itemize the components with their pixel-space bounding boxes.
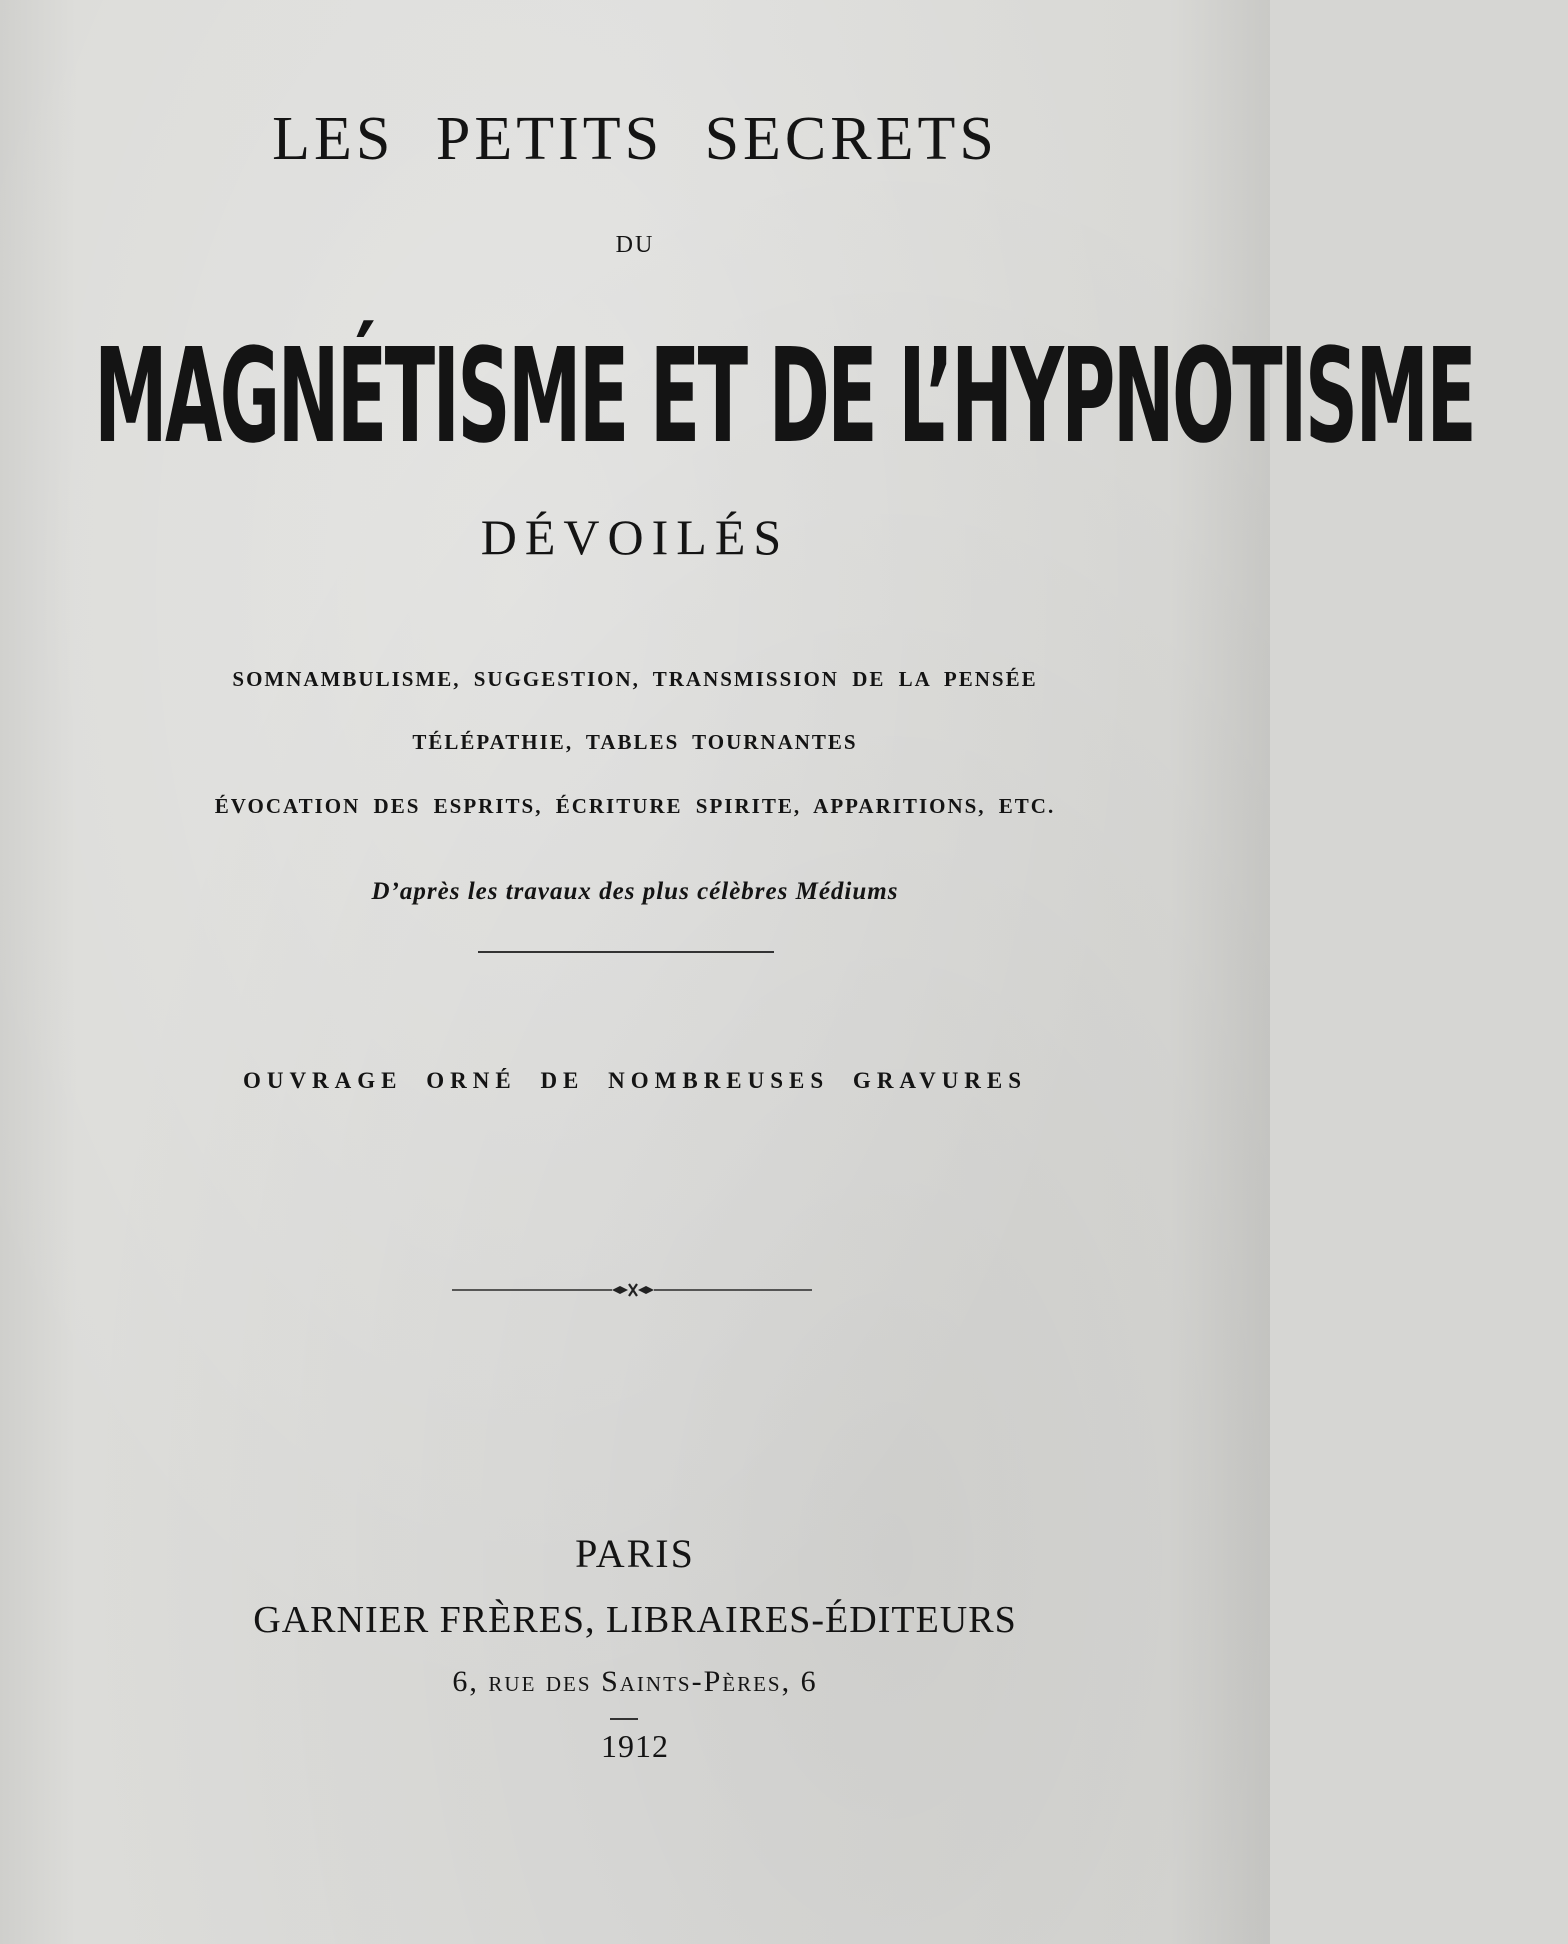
imprint-city: PARIS xyxy=(575,1531,695,1576)
imprint-year: 1912 xyxy=(601,1728,669,1764)
subject-line-1: SOMNAMBULISME, SUGGESTION, TRANSMISSION DE LA PENSÉE xyxy=(232,667,1038,691)
imprint-address: 6, rue des Saints-Pères, 6 xyxy=(452,1665,818,1698)
ornament-diamond-right xyxy=(638,1286,654,1294)
book-title-du: DU xyxy=(615,232,655,258)
book-title-top: LES PETITS SECRETS xyxy=(272,105,998,173)
book-title-main-text: MAGNÉTISME ET DE L’HYPNOTISME xyxy=(94,320,1475,472)
ornament-diamond-left xyxy=(612,1286,628,1294)
book-title-devoiles: DÉVOILÉS xyxy=(480,509,790,565)
divider-rule xyxy=(478,951,774,953)
ornament-cross xyxy=(629,1284,637,1296)
imprint-publisher: GARNIER FRÈRES, LIBRAIRES-ÉDITEURS xyxy=(253,1599,1017,1641)
subject-line-2: TÉLÉPATHIE, TABLES TOURNANTES xyxy=(412,730,858,754)
year-rule xyxy=(610,1718,638,1720)
ornament-divider xyxy=(452,1280,812,1300)
byline: D’après les travaux des plus célèbres Médiums xyxy=(371,878,899,905)
illustrations-note: OUVRAGE ORNÉ DE NOMBREUSES GRAVURES xyxy=(242,1068,1028,1093)
subject-line-3: ÉVOCATION DES ESPRITS, ÉCRITURE SPIRITE, APPARITIONS, ETC. xyxy=(214,794,1056,818)
book-title-main xyxy=(0,320,1475,472)
